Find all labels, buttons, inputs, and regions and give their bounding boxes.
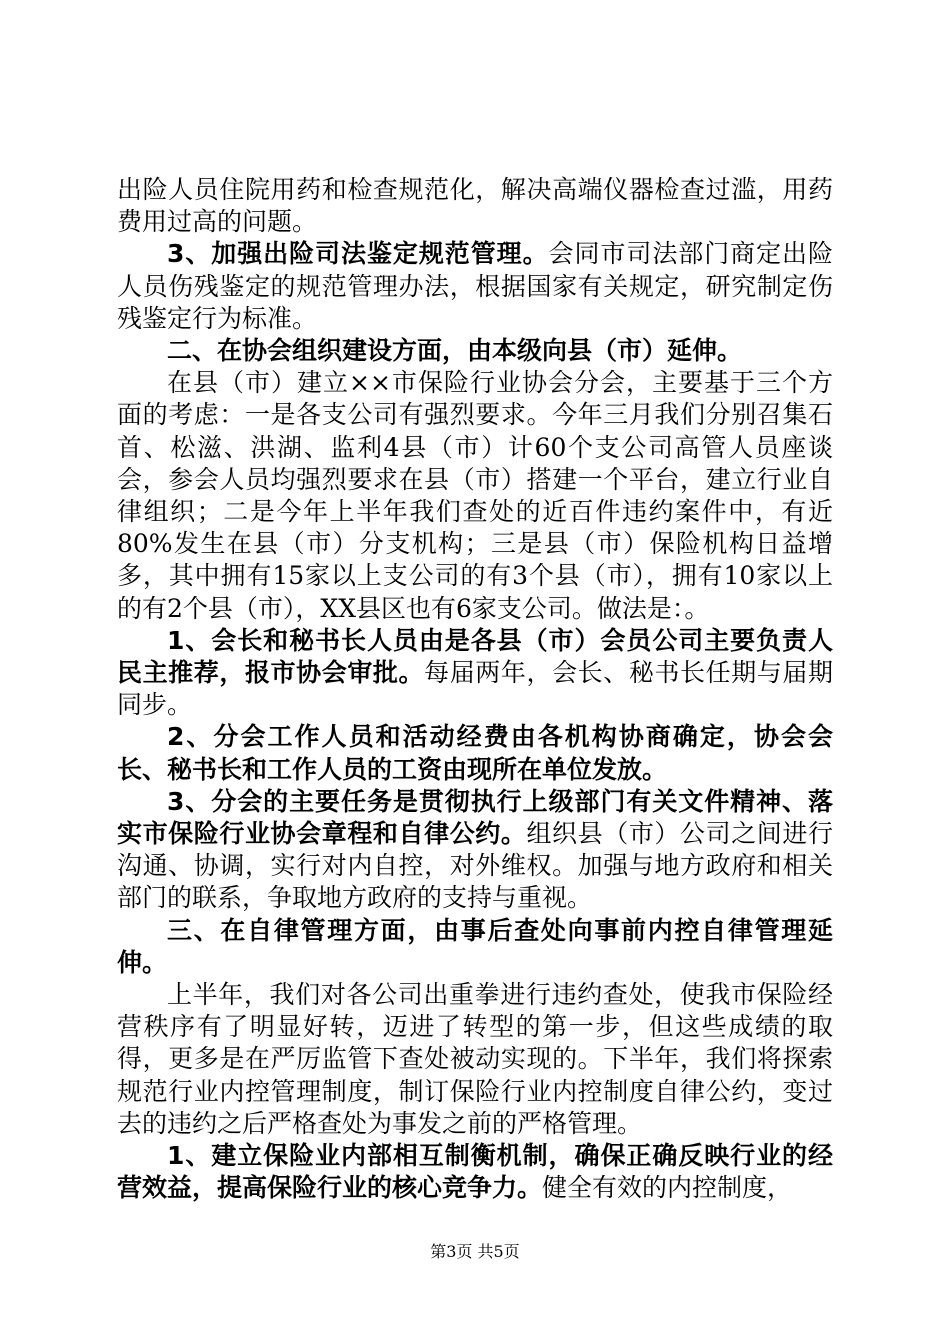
paragraph-continuation: 出险人员住院用药和检查规范化，解决高端仪器检查过滥，用药费用过高的问题。 (117, 175, 833, 237)
item-lead: 3、分会的主要任务是贯彻执行上级部门有关文件精神、落实市保险行业协会章程和自律公约。 (117, 786, 833, 849)
paragraph-item (117, 238, 833, 335)
item-lead: 2、分会工作人员和活动经费由各机构协商确定，协会会长、秘书长和工作人员的工资由现所在单位发放。 (117, 722, 833, 784)
paragraph-item (117, 721, 833, 785)
section-heading: 二、在协会组织建设方面，由本级向县（市）延伸。 (167, 336, 743, 366)
document-body (117, 174, 833, 1205)
paragraph-item (117, 786, 833, 915)
item-body: 健全有效的内控制度， (542, 1173, 793, 1203)
section-heading: 三、在自律管理方面，由事后查处向事前内控自律管理延伸。 (117, 915, 833, 977)
item-lead: 1、会长和秘书长人员由是各县（市）会员公司主要负责人民主推荐，报市协会审批。 (117, 625, 833, 688)
paragraph-item (117, 1140, 833, 1204)
item-body: 组织县（市）公司之间进行沟通、协调，实行对内自控，对外维权。加强与地方政府和相关部门的联系，争取地方政府的支持与重视。 (117, 819, 833, 913)
paragraph-body: 上半年，我们对各公司出重拳进行违约查处，使我市保险经营秩序有了明显好转，迈进了转型的第一步，但这些成绩的取得，更多是在严厉监管下查处被动实现的。下半年，我们将探索规范行业内控管理制度，制订保险行业内控制度自律公约，变过去的违约之后严格查处为事发之前的严格管理。 (117, 980, 833, 1138)
item-body: 每届两年，会长、秘书长任期与届期同步。 (117, 658, 833, 720)
page-footer: 第3页 共5页 (430, 1242, 520, 1261)
item-lead: 3、加强出险司法鉴定规范管理。 (167, 239, 549, 269)
paragraph-body: 在县（市）建立××市保险行业协会分会，主要基于三个方面的考虑：一是各支公司有强烈要求。今年三月我们分别召集石首、松滋、洪湖、监利4县（市）计60个支公司高管人员座谈会，参会人员均强烈要求在县（市）搭建一个平台，建立行业自律组织；二是今年上半年我们查处的近百件违约案件中，有近80%发生在县（市）分支机构；三是县（市）保险机构日益增多，其中拥有15家以上支公司的有3个县（市），拥有10家以上的有2个县（市），XX县区也有6家支公司。做法是：。 (117, 368, 833, 623)
item-lead: 1、建立保险业内部相互制衡机制，确保正确反映行业的经营效益，提高保险行业的核心竞争力。 (117, 1141, 833, 1203)
paragraph-item (117, 625, 833, 722)
item-body: 会同市司法部门商定出险人员伤残鉴定的规范管理办法，根据国家有关规定，研究制定伤残鉴定行为标准。 (117, 239, 833, 333)
